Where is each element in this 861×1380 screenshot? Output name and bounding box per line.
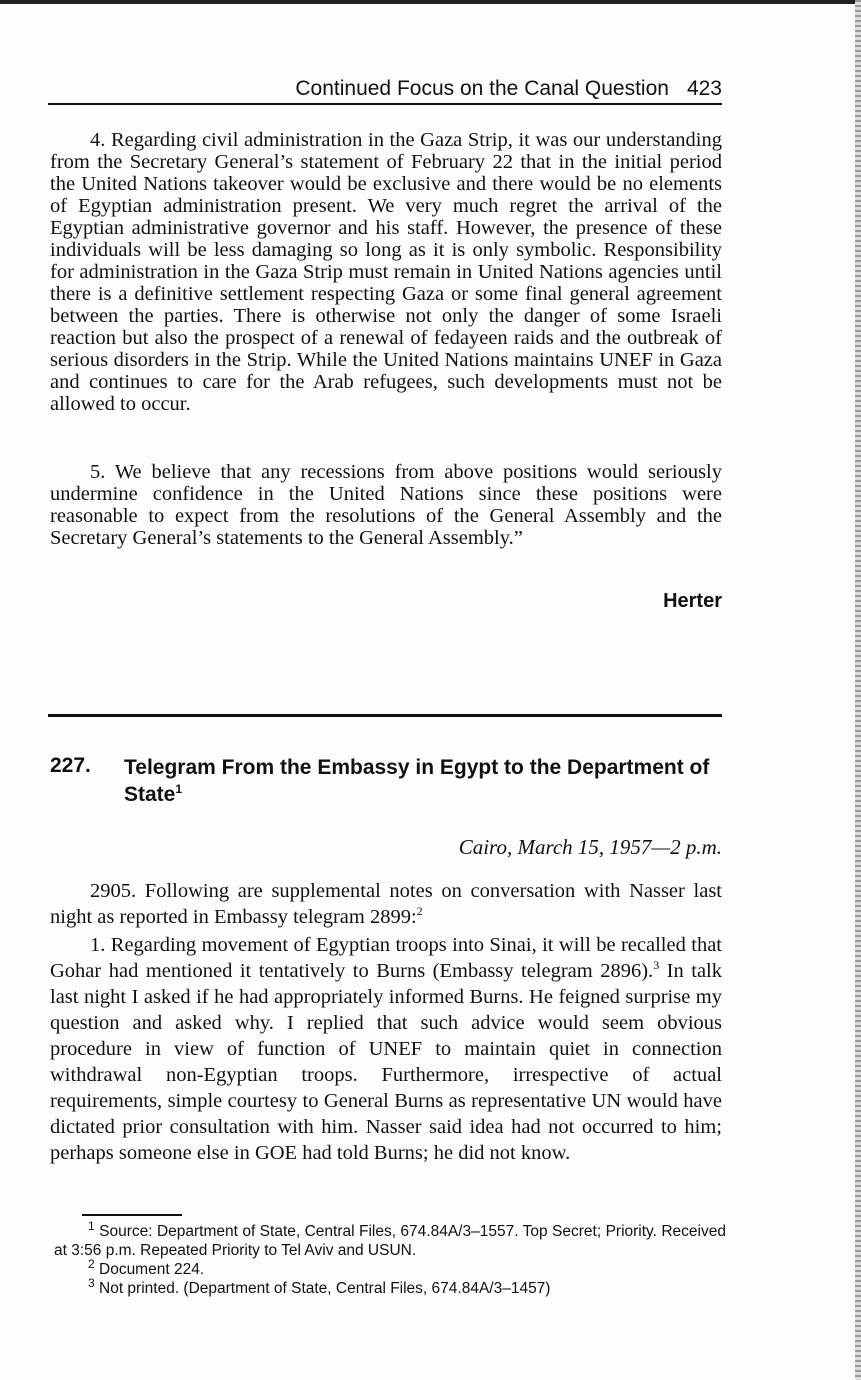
footnotes (54, 1218, 726, 1298)
header-rule (48, 103, 722, 105)
footnote-2 (54, 1256, 726, 1279)
document-separator-rule (48, 714, 722, 717)
paragraph-intro (50, 878, 722, 930)
page-top-edge (0, 0, 861, 4)
footnote-ref-1: 1 (175, 782, 183, 796)
document-number: 227. (50, 754, 91, 777)
footnote-3 (54, 1275, 726, 1298)
document-title (124, 754, 724, 808)
paragraph-4: 4. Regarding civil administration in the Gaza Strip, it was our understanding from the Secretary General’s statement of February 22 that in the initial period the United Nations takeover would be exclusive and there would be no elements of Egyptian administration present. We very much regret the arrival of the Egyptian administrative governor and his staff. However, the presence of these individuals will be less damaging so long as it is only symbolic. Responsibility for administration in the Gaza Strip must remain in United Nations agencies until there is a definitive settlement respecting Gaza or some final general agreement between the parties. There is otherwise not only the danger of some Israeli reaction but also the prospect of a renewal of fedayeen raids and the outbreak of serious disorders in the Strip. While the United Nations maintains UNEF in Gaza and continues to care for the Arab refugees, such developments must not be allowed to occur. (50, 129, 722, 415)
paragraph-1 (50, 932, 722, 1166)
footnote-2-number: 2 (88, 1256, 95, 1271)
footnote-rule (82, 1214, 182, 1216)
footnote-3-text: Not printed. (Department of State, Central Files, 674.84A/3–1457) (99, 1280, 551, 1297)
paragraph-intro-text: 2905. Following are supplemental notes on conversation with Nasser last night as reported in Embassy telegram 2899: (50, 880, 722, 928)
footnote-1-text: Source: Department of State, Central Files, 674.84A/3–1557. Top Secret; Priority. Received at 3:56 p.m. Repeated Priority to Tel Aviv and USUN. (54, 1223, 726, 1259)
footnote-1 (54, 1218, 726, 1260)
page-number: 423 (686, 77, 722, 100)
footnote-3-number: 3 (88, 1275, 95, 1290)
dateline: Cairo, March 15, 1957—2 p.m. (458, 835, 722, 859)
signature: Herter (663, 590, 722, 612)
footnote-2-text: Document 224. (99, 1261, 205, 1278)
footnote-ref-3: 3 (653, 958, 660, 973)
document-title-text: Telegram From the Embassy in Egypt to the Department of State (124, 756, 710, 806)
paragraph-1-part1: 1. Regarding movement of Egyptian troops into Sinai, it will be recalled that Gohar had mentioned it tentatively to Burns (Embassy telegram 2896). (50, 934, 722, 982)
running-head (48, 76, 722, 102)
paragraph-5: 5. We believe that any recessions from above positions would seriously undermine confidence in the United Nations since these positions were reasonable to expect from the resolutions of the General Assembly and the Secretary General’s statements to the General Assembly.” (50, 461, 722, 549)
footnote-1-number: 1 (88, 1218, 95, 1233)
footnote-ref-2: 2 (416, 904, 423, 919)
running-title: Continued Focus on the Canal Question (295, 77, 669, 100)
page-binding-edge (855, 0, 861, 1380)
paragraph-1-part2: In talk last night I asked if he had appropriately informed Burns. He feigned surprise my question and asked why. I replied that such advice would seem obvious procedure in view of function of UNEF to maintain quiet in connection withdrawal non-Egyptian troops. Furthermore, irrespective of actual requirements, simple courtesy to General Burns as representative UN would have dictated prior consultation with him. Nasser said idea had not occurred to him; perhaps someone else in GOE had told Burns; he did not know. (50, 960, 722, 1164)
